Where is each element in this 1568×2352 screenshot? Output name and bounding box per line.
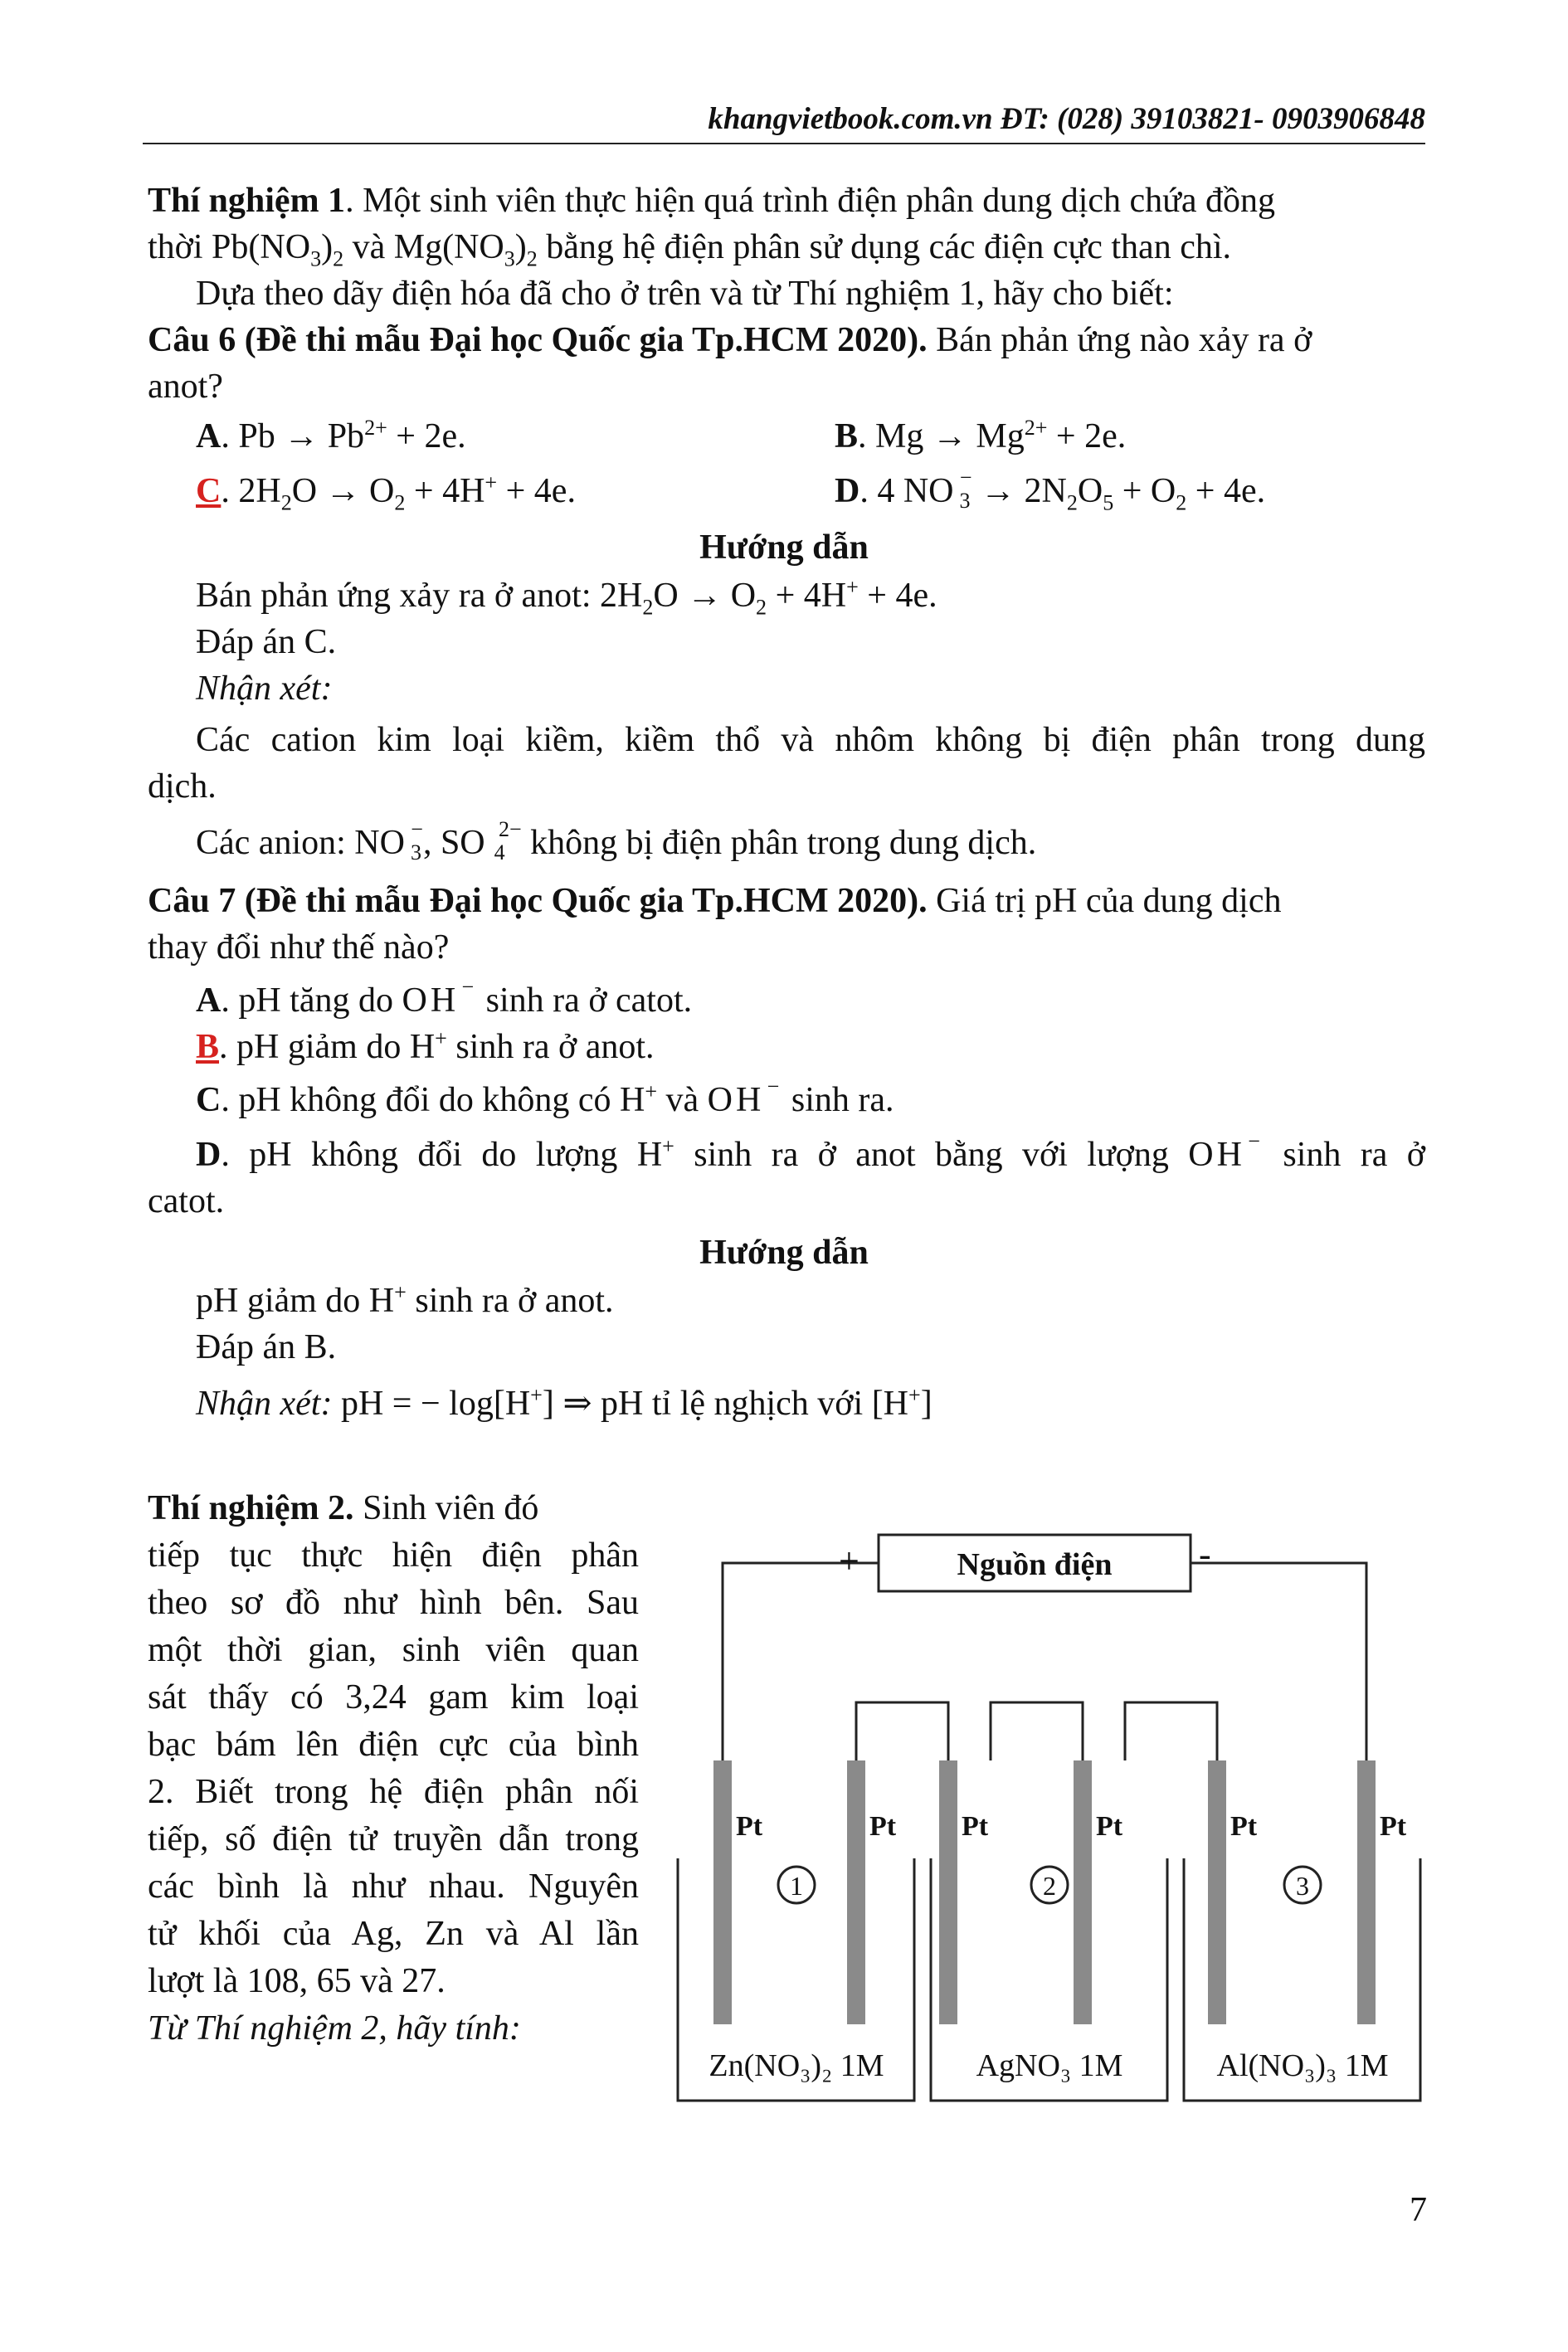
cell-2-number: 2 xyxy=(1043,1871,1056,1901)
q6-remark-1b: dịch. xyxy=(148,767,217,806)
electrode-4-label: Pt xyxy=(1096,1811,1123,1842)
electrolysis-diagram xyxy=(668,1518,1431,2116)
electrolysis-diagram-svg xyxy=(668,1518,1431,2116)
electrode-4 xyxy=(1074,1760,1092,2024)
q7-stem-2: thay đổi như thế nào? xyxy=(148,928,450,967)
q6-remark-2: Các anion: NO − 3 , SO 2− 4 không bị điện phân trong dung dịch. xyxy=(196,817,1037,864)
q7-remark: Nhận xét: pH = − log[H+] ⇒ pH tỉ lệ nghịch với [H+] xyxy=(196,1383,933,1423)
exp2-title: Thí nghiệm 2. xyxy=(148,1489,354,1527)
minus-terminal: - xyxy=(1199,1534,1211,1575)
electrode-3 xyxy=(939,1760,957,2024)
cell-1-solution: Zn(NO₃)₂ 1M xyxy=(709,2048,884,2083)
q6-option-b[interactable]: B. $Mg \to Mg^{2+} + 2e$. xyxy=(835,416,1127,455)
q6-stem: Câu 6 (Đề thi mẫu Đại học Quốc gia Tp.HCM 2020). Bán phản ứng nào xảy ra ở xyxy=(148,321,1312,359)
electrode-5 xyxy=(1208,1760,1226,2024)
power-source-label: Nguồn điện xyxy=(957,1547,1113,1582)
exp2-line-7: 2. Biết trong hệ điện phân nối xyxy=(148,1773,639,1811)
electrode-5-label: Pt xyxy=(1230,1811,1258,1842)
electrode-6 xyxy=(1357,1760,1376,2024)
q6-option-c[interactable]: C. $2H_2O \to O_2 + 4H^+ + 4e$. xyxy=(196,470,576,515)
q7-answer: Đáp án B. xyxy=(196,1328,337,1366)
q7-option-d[interactable]: D. pH không đổi do lượng H+ sinh ra ở anot bằng với lượng OH − sinh ra ở xyxy=(196,1129,1425,1174)
exp2-line-8: tiếp, số điện tử truyền dẫn trong xyxy=(148,1820,639,1858)
cell-1-number: 1 xyxy=(790,1871,803,1901)
exp2-line-2: tiếp tục thực hiện điện phân xyxy=(148,1536,639,1575)
q6-remark-1: Các cation kim loại kiềm, kiềm thổ và nhôm không bị điện phân trong dung xyxy=(196,721,1425,759)
exp2-line-6: bạc bám lên điện cực của bình xyxy=(148,1726,639,1764)
exp1-text-a: . Một sinh viên thực hiện quá trình điện phân dung dịch chứa đồng xyxy=(345,182,1276,220)
wire-bridge-2-3 xyxy=(991,1702,1083,1760)
electrode-2-label: Pt xyxy=(869,1811,897,1842)
q7-option-c[interactable]: C. pH không đổi do không có H+ và OH − sinh ra. xyxy=(196,1074,894,1119)
q7-option-d-2: catot. xyxy=(148,1182,225,1220)
exp2-line-3: theo sơ đồ như hình bên. Sau xyxy=(148,1584,639,1622)
q7-guide-heading: Hướng dẫn xyxy=(699,1234,869,1272)
q6-remark-label: Nhận xét: xyxy=(196,670,333,708)
electrode-3-label: Pt xyxy=(962,1811,989,1842)
exp2-closing: Từ Thí nghiệm 2, hãy tính: xyxy=(148,2009,521,2048)
exp2-line-9: các bình là như nhau. Nguyên xyxy=(148,1867,639,1906)
exp1-line-1 xyxy=(148,178,1275,224)
q6-answer: Đáp án C. xyxy=(196,623,337,661)
q7-correct-answer: B xyxy=(196,1028,220,1066)
q6-option-a[interactable]: A. $Pb \to Pb^{2+} + 2e$. xyxy=(196,416,466,455)
wire-bridge-3-4 xyxy=(1125,1702,1217,1760)
q6-correct-answer: C xyxy=(196,472,222,510)
electrode-1 xyxy=(713,1760,732,2024)
q7-option-b[interactable]: B. pH giảm do H+ sinh ra ở anot. xyxy=(196,1026,655,1066)
q7-heading: Câu 7 (Đề thi mẫu Đại học Quốc gia Tp.HCM 2020). xyxy=(148,882,928,920)
page-number: 7 xyxy=(1410,2191,1427,2229)
electrode-1-label: Pt xyxy=(736,1811,763,1842)
exp2-line-4: một thời gian, sinh viên quan xyxy=(148,1631,639,1669)
q7-option-a[interactable]: A. pH tăng do OH − sinh ra ở catot. xyxy=(196,975,693,1020)
exp2-line-11: lượt là 108, 65 và 27. xyxy=(148,1962,446,2000)
exp1-intro: Dựa theo dãy điện hóa đã cho ở trên và từ Thí nghiệm 1, hãy cho biết: xyxy=(196,275,1174,313)
exp2-line-10: tử khối của Ag, Zn và Al lần xyxy=(148,1915,639,1953)
q6-option-d[interactable]: D. 4 NO − 3 → $2N_2O_5 + O_2 + 4e$. xyxy=(835,465,1266,515)
q7-stem: Câu 7 (Đề thi mẫu Đại học Quốc gia Tp.HCM 2020). Giá trị pH của dung dịch xyxy=(148,882,1282,920)
q6-heading: Câu 6 (Đề thi mẫu Đại học Quốc gia Tp.HCM 2020). xyxy=(148,321,928,359)
q7-guide-line: pH giảm do H+ sinh ra ở anot. xyxy=(196,1280,614,1320)
exp1-title: Thí nghiệm 1 xyxy=(148,182,346,220)
wire-bridge-1-2 xyxy=(856,1702,948,1760)
cell-3-number: 3 xyxy=(1296,1871,1309,1901)
page-header: khangvietbook.com.vn ĐT: (028) 39103821- 0903906848 xyxy=(708,102,1425,136)
electrode-2 xyxy=(847,1760,865,2024)
exp2-line-1: Thí nghiệm 2. Sinh viên đó xyxy=(148,1489,539,1527)
header-rule xyxy=(143,143,1425,144)
q6-guide-heading: Hướng dẫn xyxy=(699,528,869,567)
q6-guide-line: Bán phản ứng xảy ra ở anot: $2H_2O \to O_2 + 4H^+ + 4e$. xyxy=(196,575,937,620)
q6-stem-2: anot? xyxy=(148,368,223,406)
electrode-6-label: Pt xyxy=(1380,1811,1407,1842)
cell-2-solution: AgNO₃ 1M xyxy=(976,2048,1123,2083)
exp1-line-2: thời $Pb(NO_3)_2$ và $Mg(NO_3)_2$ bằng hệ điện phân sử dụng các điện cực than chì. xyxy=(148,228,1232,271)
cell-3-solution: Al(NO₃)₃ 1M xyxy=(1216,2048,1389,2083)
exp2-line-5: sát thấy có 3,24 gam kim loại xyxy=(148,1678,639,1717)
plus-terminal: + xyxy=(839,1541,859,1581)
